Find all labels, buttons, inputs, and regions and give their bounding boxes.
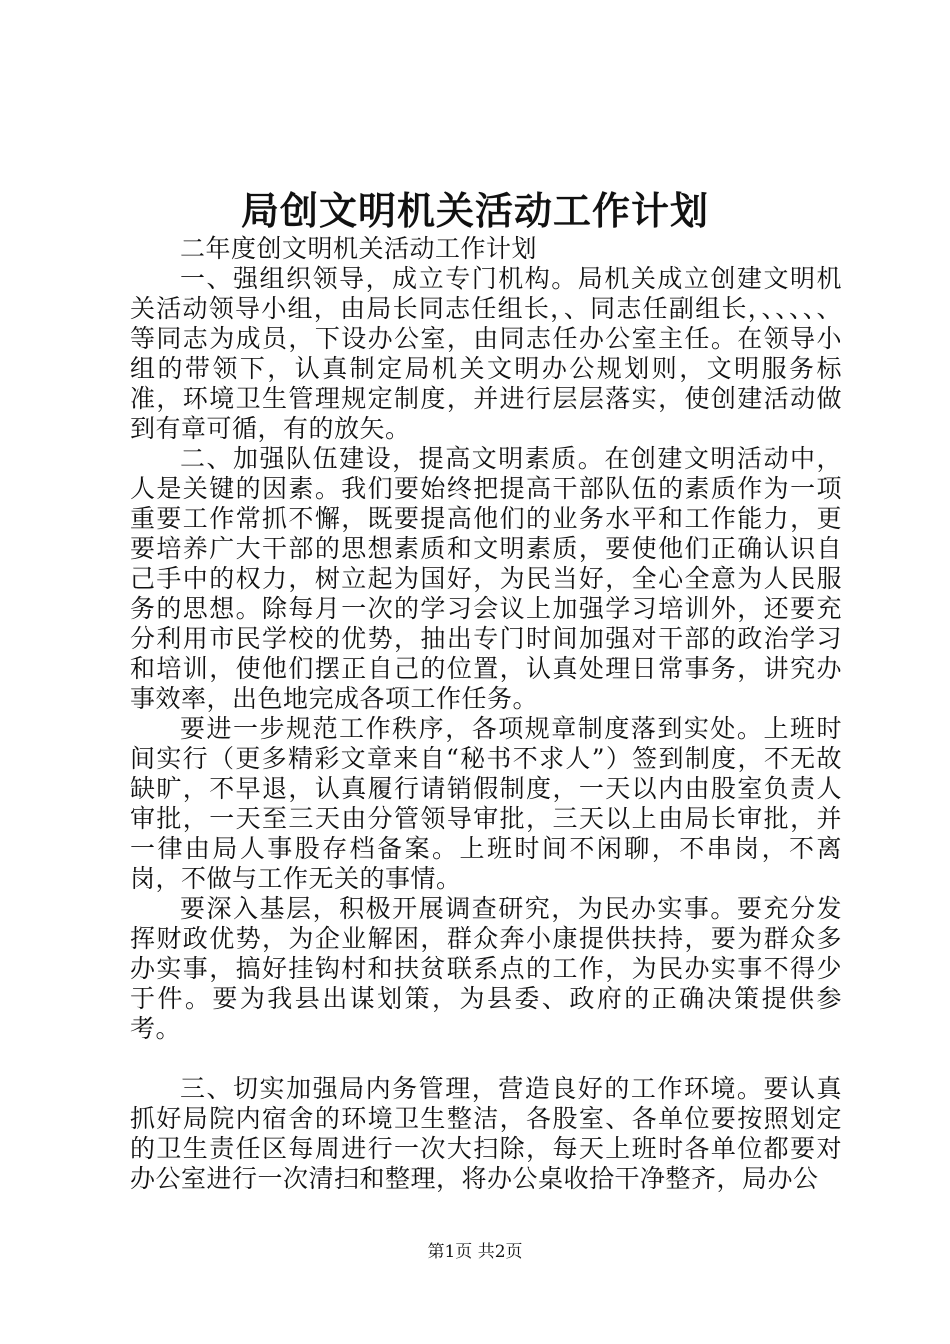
- paragraph-section-1: 一、强组织领导，成立专门机构。局机关成立创建文明机关活动领导小组，由局长同志任组长，、同志任副组长，、、、、、等同志为成员，下设办公室，由同志任办公室主任。在领导小组的带领下，认真制定局机关文明办公规划则，文明服务标准，环境卫生管理规定制度，并进行层层落实，使创建活动做到有章可循，有的放矢。: [130, 264, 842, 443]
- paragraph-subtitle: 二年度创文明机关活动工作计划: [180, 234, 538, 263]
- paragraph-section-2: 二、加强队伍建设，提高文明素质。在创建文明活动中，人是关键的因素。我们要始终把提高干部队伍的素质作为一项重要工作常抓不懈，既要提高他们的业务水平和工作能力，更要培养广大干部的思想素质和文明素质，要使他们正确认识自己手中的权力，树立起为国好，为民当好，全心全意为人民服务的思想。除每月一次的学习会议上加强学习培训外，还要充分利用市民学校的优势，抽出专门时间加强对干部的政治学习和培训，使他们摆正自己的位置，认真处理日常事务，讲究办事效率，出色地完成各项工作任务。: [130, 444, 842, 713]
- paragraph-section-3: 三、切实加强局内务管理，营造良好的工作环境。要认真抓好局院内宿舍的环境卫生整洁，各股室、各单位要按照划定的卫生责任区每周进行一次大扫除，每天上班时各单位都要对办公室进行一次清扫和整理，将办公桌收拾干净整齐，局办公: [130, 1074, 842, 1193]
- paragraph-grassroots: 要深入基层，积极开展调查研究，为民办实事。要充分发挥财政优势，为企业解困，群众奔小康提供扶持，要为群众多办实事，搞好挂钩村和扶贫联系点的工作，为民办实事不得少于件。要为我县出谋划策，为县委、政府的正确决策提供参考。: [130, 894, 842, 1043]
- document-title: 局创文明机关活动工作计划: [240, 188, 709, 233]
- page-footer: 第1页 共2页: [427, 1242, 523, 1262]
- paragraph-work-order: 要进一步规范工作秩序，各项规章制度落到实处。上班时间实行（更多精彩文章来自“秘书不求人”）签到制度，不无故缺旷，不早退，认真履行请销假制度，一天以内由股室负责人审批，一天至三天由分管领导审批，三天以上由局长审批，并一律由局人事股存档备案。上班时间不闲聊，不串岗，不离岗，不做与工作无关的事情。: [130, 714, 842, 893]
- document-body: [130, 234, 842, 1194]
